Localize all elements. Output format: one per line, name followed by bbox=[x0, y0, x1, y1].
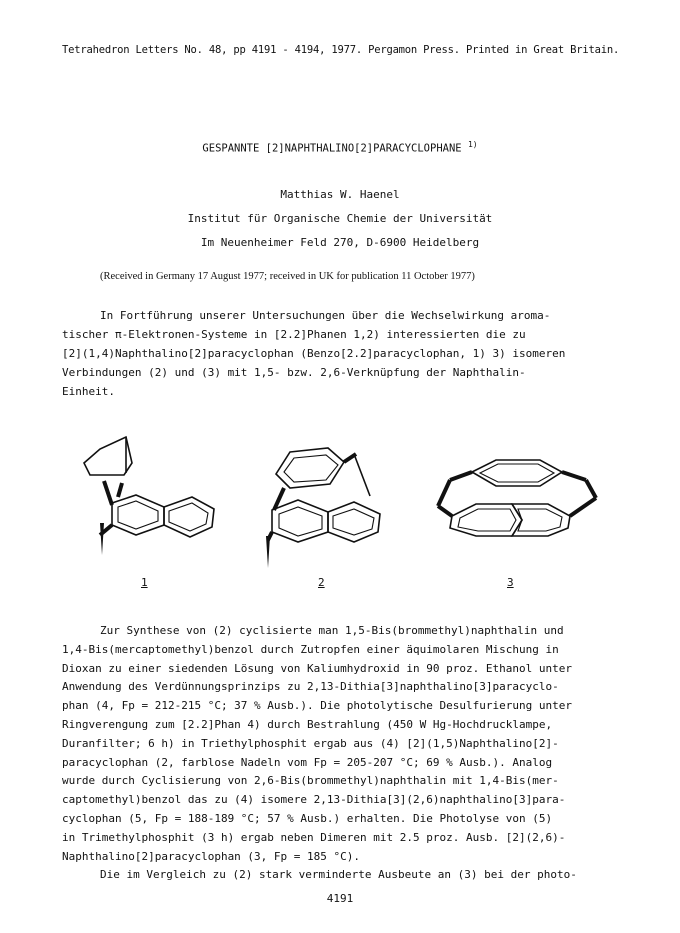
structure-label-2: 2 bbox=[318, 576, 325, 589]
intro-line: In Fortführung unserer Untersuchungen über die Wechselwirkung aroma- bbox=[100, 309, 551, 322]
body-line: Anwendung des Verdünnungsprinzips zu 2,13-Dithia[3]naphthalino[3]paracyclo- bbox=[62, 680, 559, 694]
body-line: Ringverengung zum [2.2]Phan 4) durch Bestrahlung (450 W Hg-Hochdrucklampe, bbox=[62, 717, 553, 731]
journal-header: Tetrahedron Letters No. 48, pp 4191 - 4194, 1977. Pergamon Press. Printed in Great Britain. bbox=[62, 44, 620, 56]
body-line: in Trimethylphosphit (3 h) ergab neben Dimeren mit 2.5 proz. Ausb. [2](2,6)- bbox=[62, 830, 566, 844]
synthesis-paragraph bbox=[62, 622, 622, 885]
affiliation-address: Im Neuenheimer Feld 270, D-6900 Heidelberg bbox=[200, 236, 480, 249]
body-line: 1,4-Bis(mercaptomethyl)benzol durch Zutropfen einer äquimolaren Mischung in bbox=[62, 642, 559, 656]
author-name: Matthias W. Haenel bbox=[280, 188, 400, 201]
body-line: wurde durch Cyclisierung von 2,6-Bis(brommethyl)naphthalin mit 1,4-Bis(mer- bbox=[62, 774, 559, 788]
received-dates: (Received in Germany 17 August 1977; received in UK for publication 11 October 1977) bbox=[100, 271, 475, 282]
structure-label-3: 3 bbox=[507, 576, 514, 589]
title-text: GESPANNTE [2]NAPHTHALINO[2]PARACYCLOPHANE bbox=[202, 142, 462, 155]
body-line: captomethyl)benzol das zu (4) isomere 2,13-Dithia[3](2,6)naphthalino[3]para- bbox=[62, 793, 566, 807]
intro-line: [2](1,4)Naphthalino[2]paracyclophan (Benzo[2.2]paracyclophan, 1) 3) isomeren bbox=[62, 347, 566, 360]
body-line: Duranfilter; 6 h) in Triethylphosphit ergab aus (4) [2](1,5)Naphthalino[2]- bbox=[62, 736, 559, 750]
structure-label-1: 1 bbox=[141, 576, 148, 589]
title-footnote-ref: 1) bbox=[467, 140, 478, 149]
intro-line: Einheit. bbox=[62, 385, 115, 398]
body-line: Die im Vergleich zu (2) stark verminderte Ausbeute an (3) bei der photo- bbox=[100, 868, 577, 882]
article-title bbox=[0, 140, 680, 155]
affiliation-institute: Institut für Organische Chemie der Universität bbox=[187, 212, 493, 225]
body-line: Zur Synthese von (2) cyclisierte man 1,5-Bis(brommethyl)naphthalin und bbox=[100, 624, 564, 637]
body-line: paracyclophan (2, farblose Nadeln vom Fp = 205-207 °C; 69 % Ausb.). Analog bbox=[62, 755, 553, 769]
structure-2-drawing bbox=[232, 440, 392, 570]
page-number: 4191 bbox=[326, 892, 354, 905]
intro-line: tischer π-Elektronen-Systeme in [2.2]Phanen 1,2) interessierten die zu bbox=[62, 328, 526, 341]
body-line: Dioxan zu einer siedenden Lösung von Kaliumhydroxid in 90 proz. Ethanol unter bbox=[62, 661, 572, 675]
structure-1-drawing bbox=[72, 425, 222, 570]
structure-3-drawing bbox=[410, 450, 610, 570]
body-line: Naphthalino[2]paracyclophan (3, Fp = 185 °C). bbox=[62, 849, 361, 863]
intro-line: Verbindungen (2) und (3) mit 1,5- bzw. 2,6-Verknüpfung der Naphthalin- bbox=[62, 366, 526, 379]
body-line: cyclophan (5, Fp = 188-189 °C; 57 % Ausb.) erhalten. Die Photolyse von (5) bbox=[62, 811, 553, 825]
body-line: phan (4, Fp = 212-215 °C; 37 % Ausb.). Die photolytische Desulfurierung unter bbox=[62, 699, 572, 713]
intro-paragraph bbox=[62, 306, 622, 401]
